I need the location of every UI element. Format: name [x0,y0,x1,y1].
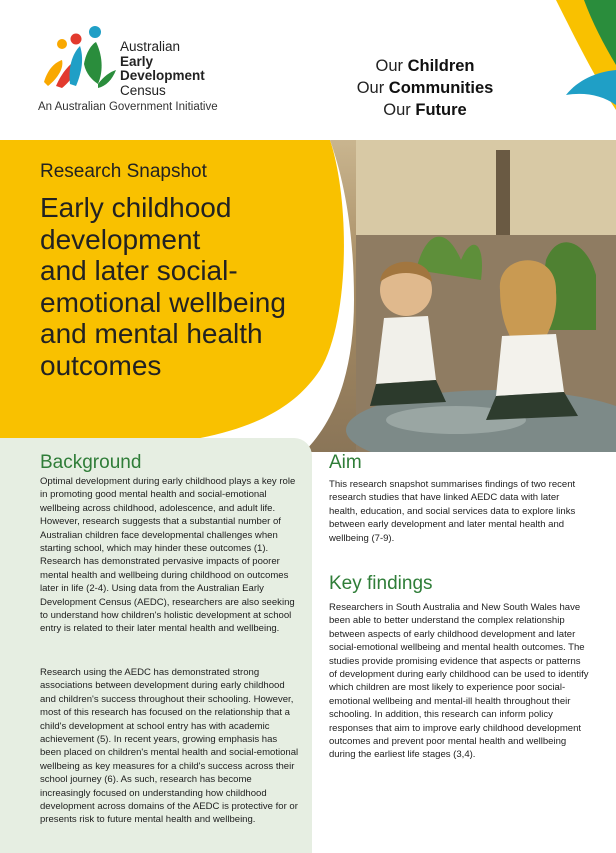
corner-decoration [496,0,616,140]
background-paragraph-2: Research using the AEDC has demonstrated strong associations between development during early childhood and children's success throughout their schooling. However, most of this research has focused on the relationship that a child's development at school entry has with academic achievement (5). In recent years, growing emphasis has been placed on children's mental health and social-emotional wellbeing as key measures for a child's success across their school journey (6). As such, research has become increasingly focused on understanding how childhood development across domains of the AEDC is protective for or presents risk to future mental health and wellbeing. [40,667,299,826]
aim-paragraph: This research snapshot summarises findings of two recent research studies that have linked AEDC data with later health, education, and social services data to explore links between early development and later mental health and wellbeing (7-9). [329,479,576,544]
logo-wordmark: Australian Early Development Census [120,39,205,98]
research-snapshot-label: Research Snapshot [40,161,207,182]
government-initiative: An Australian Government Initiative [38,101,218,113]
tagline: Our Children Our Communities Our Future [356,57,494,119]
background-paragraph-1: Optimal development during early childhood plays a key role in promoting good mental health and social-emotional wellbeing across childhood, adolescence, and adult life. However, research suggests that a substantial number of Australian children face developmental challenges when starting school, which may hinder these outcomes (1). Research has demonstrated pervasive impacts of poorer mental health and wellbeing during childhood on outcomes later in life (2-4). Using data from the Australian Early Development Census (AEDC), researchers are also seeking to understand how children's holistic development at school entry is related to their later mental health and wellbeing. [40,476,296,635]
children-photo [296,140,616,452]
key-findings-paragraph: Researchers in South Australia and New South Wales have been able to better understand the complex relationship between aspects of early childhood development and later social-emotional wellbeing and mental health outcomes. The studies provide promising evidence that aspects or patterns of development during early childhood can be used to identify which children are most likely to experience poor social-emotional wellbeing and mental-ill health throughout their schooling. In addition, this research can inform policy responses that aim to improve early childhood development outcomes and prevent poor mental health and wellbeing during the earliest life stages (3,4). [329,602,589,761]
key-findings-heading: Key findings [329,573,433,594]
page-title: Early childhood development and later social- emotional wellbeing and mental health outcomes [40,192,286,381]
background-heading: Background [40,452,142,473]
aim-heading: Aim [329,452,362,473]
